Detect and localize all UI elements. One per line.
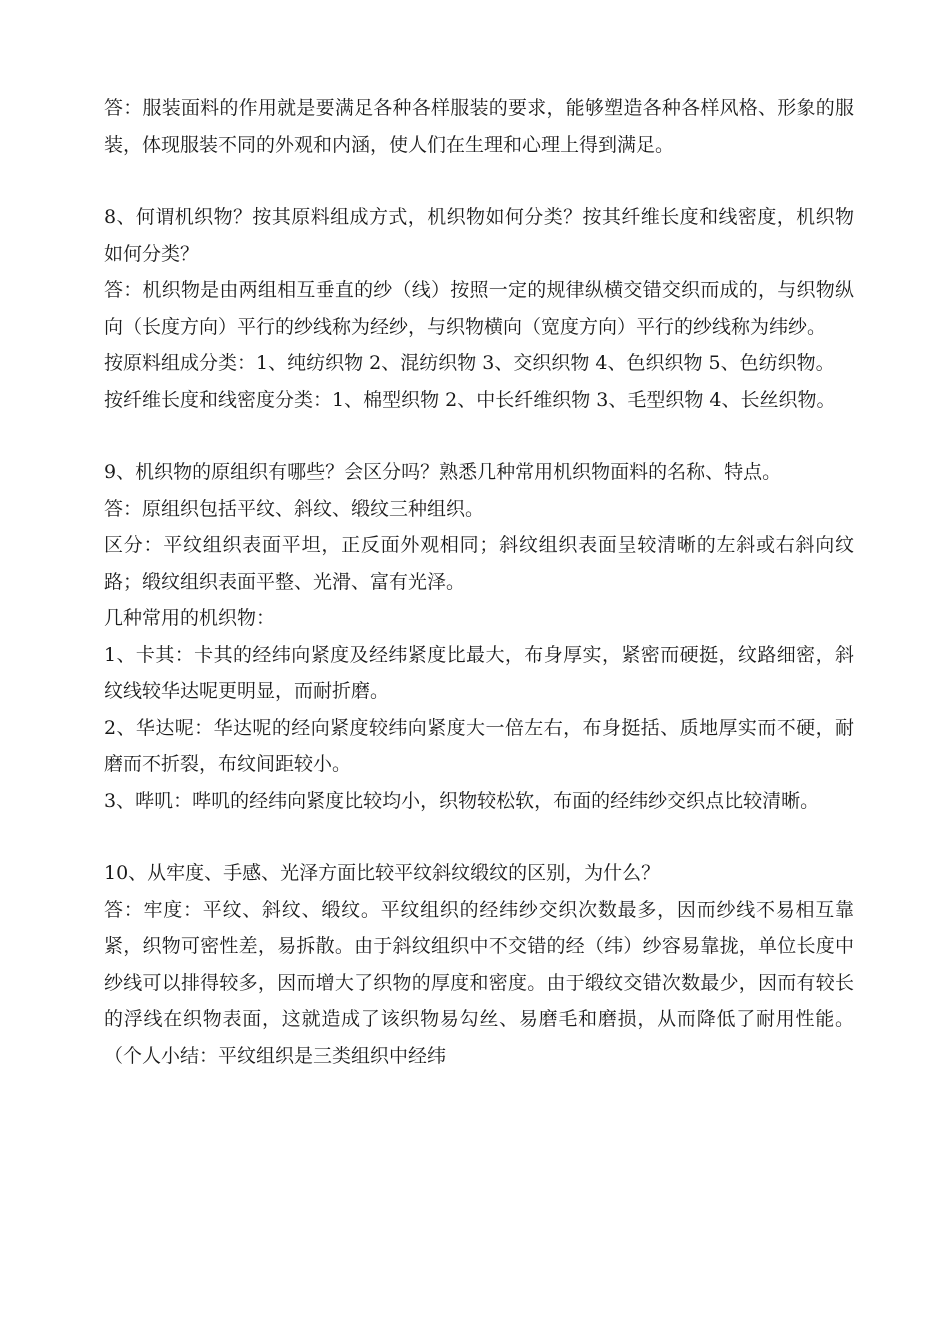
- q8-answer: 答：机织物是由两组相互垂直的纱（线）按照一定的规律纵横交错交织而成的，与织物纵向（长度方向）平行的纱线称为经纱，与织物横向（宽度方向）平行的纱线称为纬纱。: [104, 279, 854, 338]
- q8-question: 8、何谓机织物？按其原料组成方式，机织物如何分类？按其纤维长度和线密度，机织物如何分类？: [104, 206, 854, 265]
- document-page: [104, 90, 854, 1074]
- q9-item-serge: 3、哔叽：哔叽的经纬向紧度比较均小，织物较松软，布面的经纬纱交织点比较清晰。: [104, 789, 820, 812]
- q9-answer: 答：原组织包括平纹、斜纹、缎纹三种组织。: [104, 497, 485, 520]
- q9-common-heading: 几种常用的机织物：: [104, 607, 276, 629]
- q8-classification-by-fiber: 按纤维长度和线密度分类：1、棉型织物 2、中长纤维织物 3、毛型织物 4、长丝织物。: [104, 388, 836, 411]
- q9-question: 9、机织物的原组织有哪些？会区分吗？熟悉几种常用机织物面料的名称、特点。: [104, 461, 782, 483]
- q10-answer: 答：牢度：平纹、斜纹、缎纹。平纹组织的经纬纱交织次数最多，因而纱线不易相互靠紧，织物可密性差，易拆散。由于斜纹组织中不交错的经（纬）纱容易靠拢，单位长度中纱线可以排得较多，因而增大了织物的厚度和密度。由于缎纹交错次数最少，因而有较长的浮线在织物表面，这就造成了该织物易勾丝、易磨毛和磨损，从而降低了耐用性能。（个人小结：平纹组织是三类组织中经纬: [104, 898, 854, 1067]
- q7-answer: 答：服装面料的作用就是要满足各种各样服装的要求，能够塑造各种各样风格、形象的服装，体现服装不同的外观和内涵，使人们在生理和心理上得到满足。: [104, 97, 854, 156]
- q9-item-khaki: 1、卡其：卡其的经纬向紧度及经纬紧度比最大，布身厚实，紧密而硬挺，纹路细密，斜纹线较华达呢更明显，而耐折磨。: [104, 643, 854, 702]
- section-spacer: [104, 163, 854, 199]
- q9-item-gabardine: 2、华达呢：华达呢的经向紧度较纬向紧度大一倍左右，布身挺括、质地厚实而不硬，耐磨而不折裂，布纹间距较小。: [104, 716, 854, 775]
- section-spacer: [104, 418, 854, 454]
- q8-classification-by-material: 按原料组成分类：1、纯纺织物 2、混纺织物 3、交织织物 4、色织织物 5、色纺织物。: [104, 352, 835, 374]
- q9-distinguish: 区分：平纹组织表面平坦，正反面外观相同；斜纹组织表面呈较清晰的左斜或右斜向纹路；缎纹组织表面平整、光滑、富有光泽。: [104, 534, 854, 593]
- q10-question: 10、从牢度、手感、光泽方面比较平纹斜纹缎纹的区别，为什么？: [104, 862, 661, 884]
- section-spacer: [104, 819, 854, 855]
